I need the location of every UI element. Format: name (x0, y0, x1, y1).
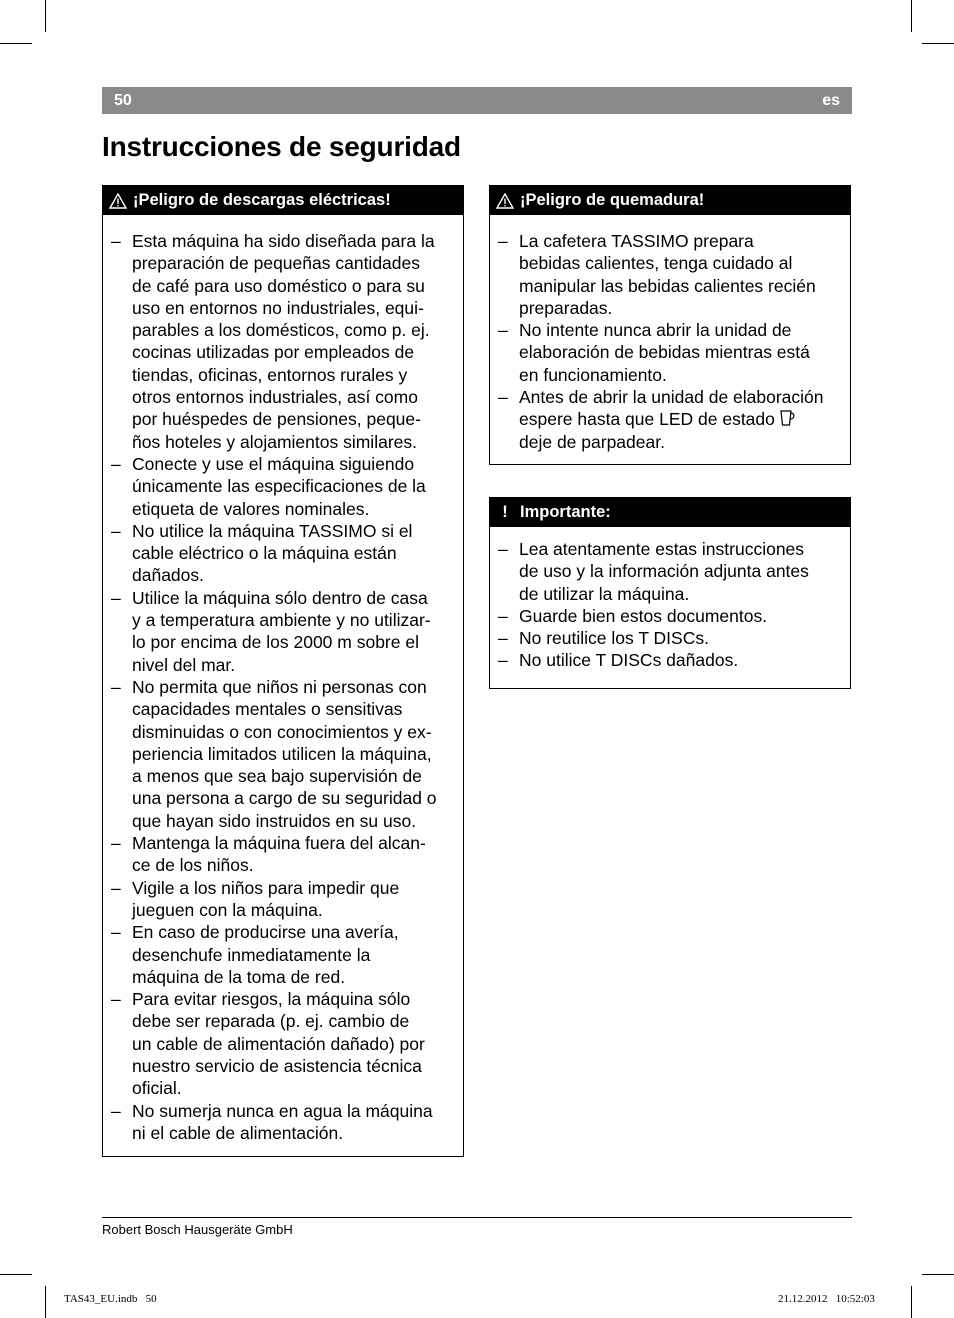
crop-mark (922, 1274, 954, 1275)
burn-heading: ¡Peligro de quemadura! (520, 191, 705, 209)
crop-mark (0, 1274, 32, 1275)
burn-list (490, 215, 850, 453)
list-item: – En caso de producirse una avería, desenchufe inmediatamente la máquina de la toma de red. (111, 922, 399, 987)
crop-mark (911, 1286, 912, 1318)
print-file-info: TAS43_EU.indb 50 (64, 1293, 157, 1305)
burn-warning-box (489, 185, 851, 465)
language-code: es (822, 91, 840, 109)
important-heading: Importante: (520, 503, 611, 521)
list-item: – No reutilice los T DISCs. (498, 628, 709, 649)
footer-divider (102, 1217, 852, 1218)
electric-shock-list (103, 215, 463, 1144)
list-item: – Lea atentamente estas instrucciones de uso y la información adjunta antes de utilizar la máquina. (498, 539, 809, 604)
list-item: – La cafetera TASSIMO prepara bebidas calientes, tenga cuidado al manipular las bebidas calientes recién preparadas. (498, 231, 816, 318)
cup-icon (779, 409, 797, 427)
exclamation-icon: ! (502, 503, 508, 521)
warning-triangle-icon (109, 193, 127, 209)
page-number: 50 (114, 91, 132, 109)
important-notice-box (489, 497, 851, 689)
electric-shock-heading-bar (103, 186, 463, 215)
list-item: – Utilice la máquina sólo dentro de casa y a temperatura ambiente y no utilizar- lo por encima de los 2000 m sobre el nivel del mar. (111, 587, 431, 675)
print-timestamp: 21.12.2012 10:52:03 (778, 1293, 875, 1305)
list-item: – No sumerja nunca en agua la máquina ni el cable de alimentación. (111, 1100, 433, 1143)
list-item: – Para evitar riesgos, la máquina sólo debe ser reparada (p. ej. cambio de un cable de alimentación dañado) por nuestro servicio de asistencia técnica oficial. (111, 989, 425, 1099)
list-item: – Guarde bien estos documentos. (498, 605, 768, 626)
warning-triangle-icon (496, 193, 514, 209)
list-item: – No utilice T DISCs dañados. (498, 650, 739, 671)
list-item: – No utilice la máquina TASSIMO si el cable eléctrico o la máquina están dañados. (111, 520, 413, 586)
page-header-bar (102, 87, 852, 114)
footer-company: Robert Bosch Hausgeräte GmbH (102, 1222, 293, 1237)
list-item: – Mantenga la máquina fuera del alcan- ce de los niños. (111, 833, 426, 876)
important-list (490, 527, 850, 672)
list-item: – Vigile a los niños para impedir que jueguen con la máquina. (111, 877, 400, 920)
crop-mark (922, 43, 954, 44)
list-item: – Conecte y use el máquina siguiendo únicamente las especificaciones de la etiqueta de valores nominales. (111, 453, 426, 519)
page-title: Instrucciones de seguridad (102, 131, 461, 162)
crop-mark (45, 1286, 46, 1318)
list-item: – No intente nunca abrir la unidad de elaboración de bebidas mientras está en funcionamiento. (498, 320, 810, 385)
crop-mark (911, 0, 912, 32)
list-item: – Esta máquina ha sido diseñada para la preparación de pequeñas cantidades de café para uso doméstico o para su uso en entornos no industriales, equi- parables a los domésticos, como p. ej. cocinas utilizadas por empleados de tiendas, oficinas, entornos rurales y otros entornos industriales, así como por huéspedes de pensiones, peque- ños hoteles y alojamientos similares. (111, 231, 435, 452)
list-item: – Antes de abrir la unidad de elaboración espere hasta que LED de estado deje de parpadear. (498, 387, 824, 452)
important-heading-bar (490, 498, 850, 527)
electric-shock-warning-box (102, 185, 464, 1157)
crop-mark (45, 0, 46, 32)
burn-heading-bar (490, 186, 850, 215)
electric-shock-heading: ¡Peligro de descargas eléctricas! (133, 191, 391, 209)
list-item: – No permita que niños ni personas con capacidades mentales o sensitivas disminuidas o con conocimientos y ex- periencia limitados utilicen la máquina, a menos que sea bajo supervisión de una persona a cargo de su seguridad o que hayan sido instruidos en su uso. (111, 676, 437, 831)
crop-mark (0, 43, 32, 44)
